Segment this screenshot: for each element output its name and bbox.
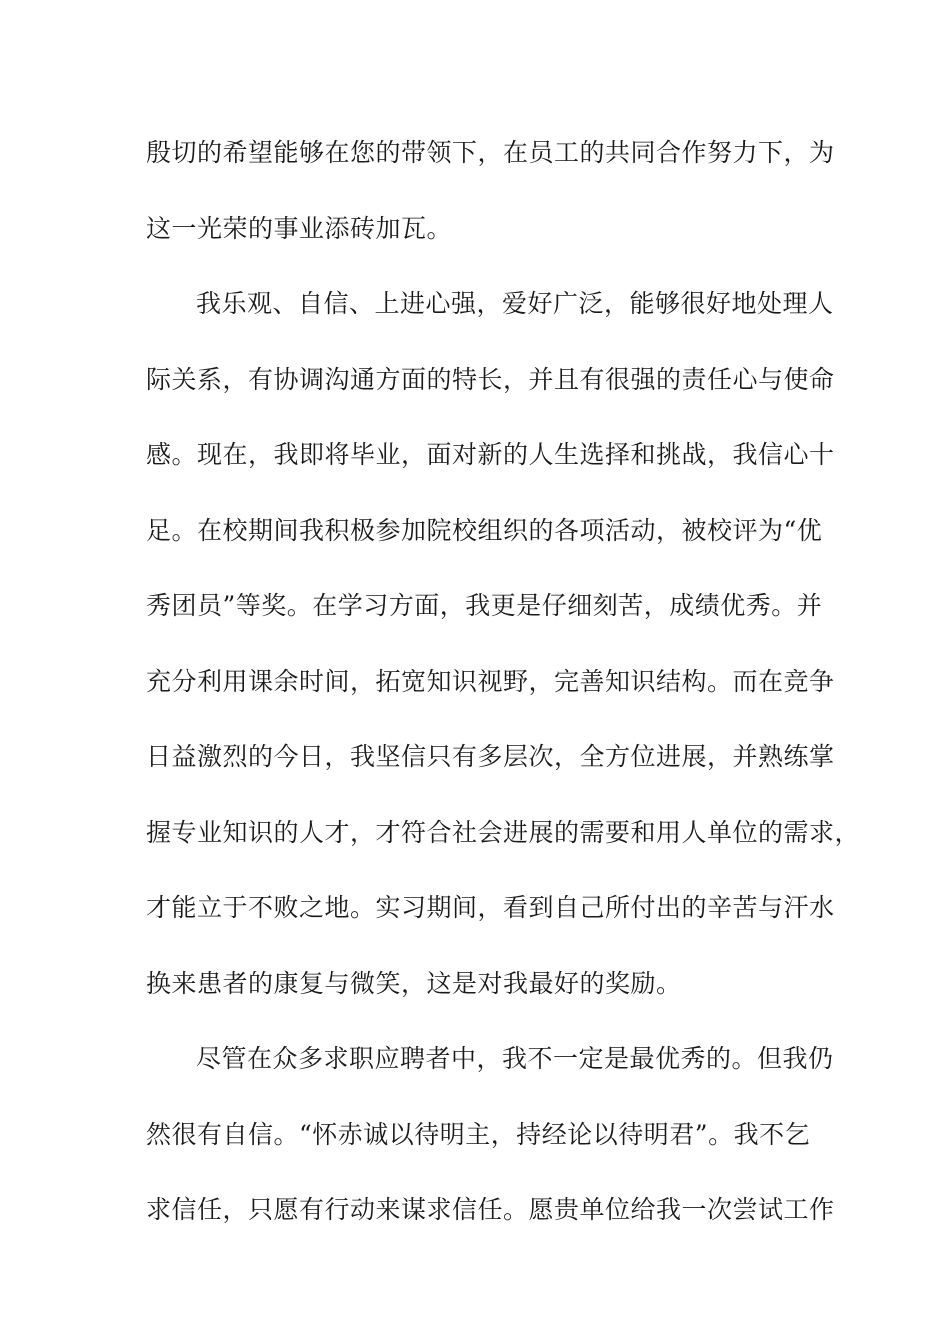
text-line: 握专业知识的人才，才符合社会进展的需要和用人单位的需求， (146, 817, 861, 847)
text-line: 才能立于不败之地。实习期间，看到自己所付出的辛苦与汗水 (146, 893, 835, 922)
text-line: 日益激烈的今日，我坚信只有多层次，全方位进展，并熟练掌 (146, 742, 835, 771)
text-line: 秀团员”等奖。在学习方面，我更是仔细刻苦，成绩优秀。并 (146, 591, 823, 620)
text-line: 感。现在，我即将毕业，面对新的人生选择和挑战，我信心十 (146, 440, 835, 469)
text-line: 求信任，只愿有行动来谋求信任。愿贵单位给我一次尝试工作 (146, 1195, 835, 1224)
text-line: 然很有自信。“怀赤诚以待明主，持经论以待明君”。我不乞 (146, 1119, 811, 1149)
paragraph-start-line: 我乐观、自信、上进心强，爱好广泛，能够很好地处理人 (196, 289, 834, 318)
text-line: 这一光荣的事业添砖加瓦。 (146, 213, 453, 243)
paragraph-start-line: 尽管在众多求职应聘者中，我不一定是最优秀的。但我仍 (196, 1044, 834, 1073)
text-line: 际关系，有协调沟通方面的特长，并且有很强的责任心与使命 (146, 364, 835, 394)
text-line: 足。在校期间我积极参加院校组织的各项活动，被校评为“优 (146, 515, 823, 545)
text-line: 充分利用课余时间，拓宽知识视野，完善知识结构。而在竞争 (146, 666, 835, 696)
text-line: 殷切的希望能够在您的带领下，在员工的共同合作努力下，为 (146, 138, 835, 167)
cover-letter-body (146, 128, 861, 1261)
text-line: 换来患者的康复与微笑，这是对我最好的奖励。 (146, 968, 682, 998)
